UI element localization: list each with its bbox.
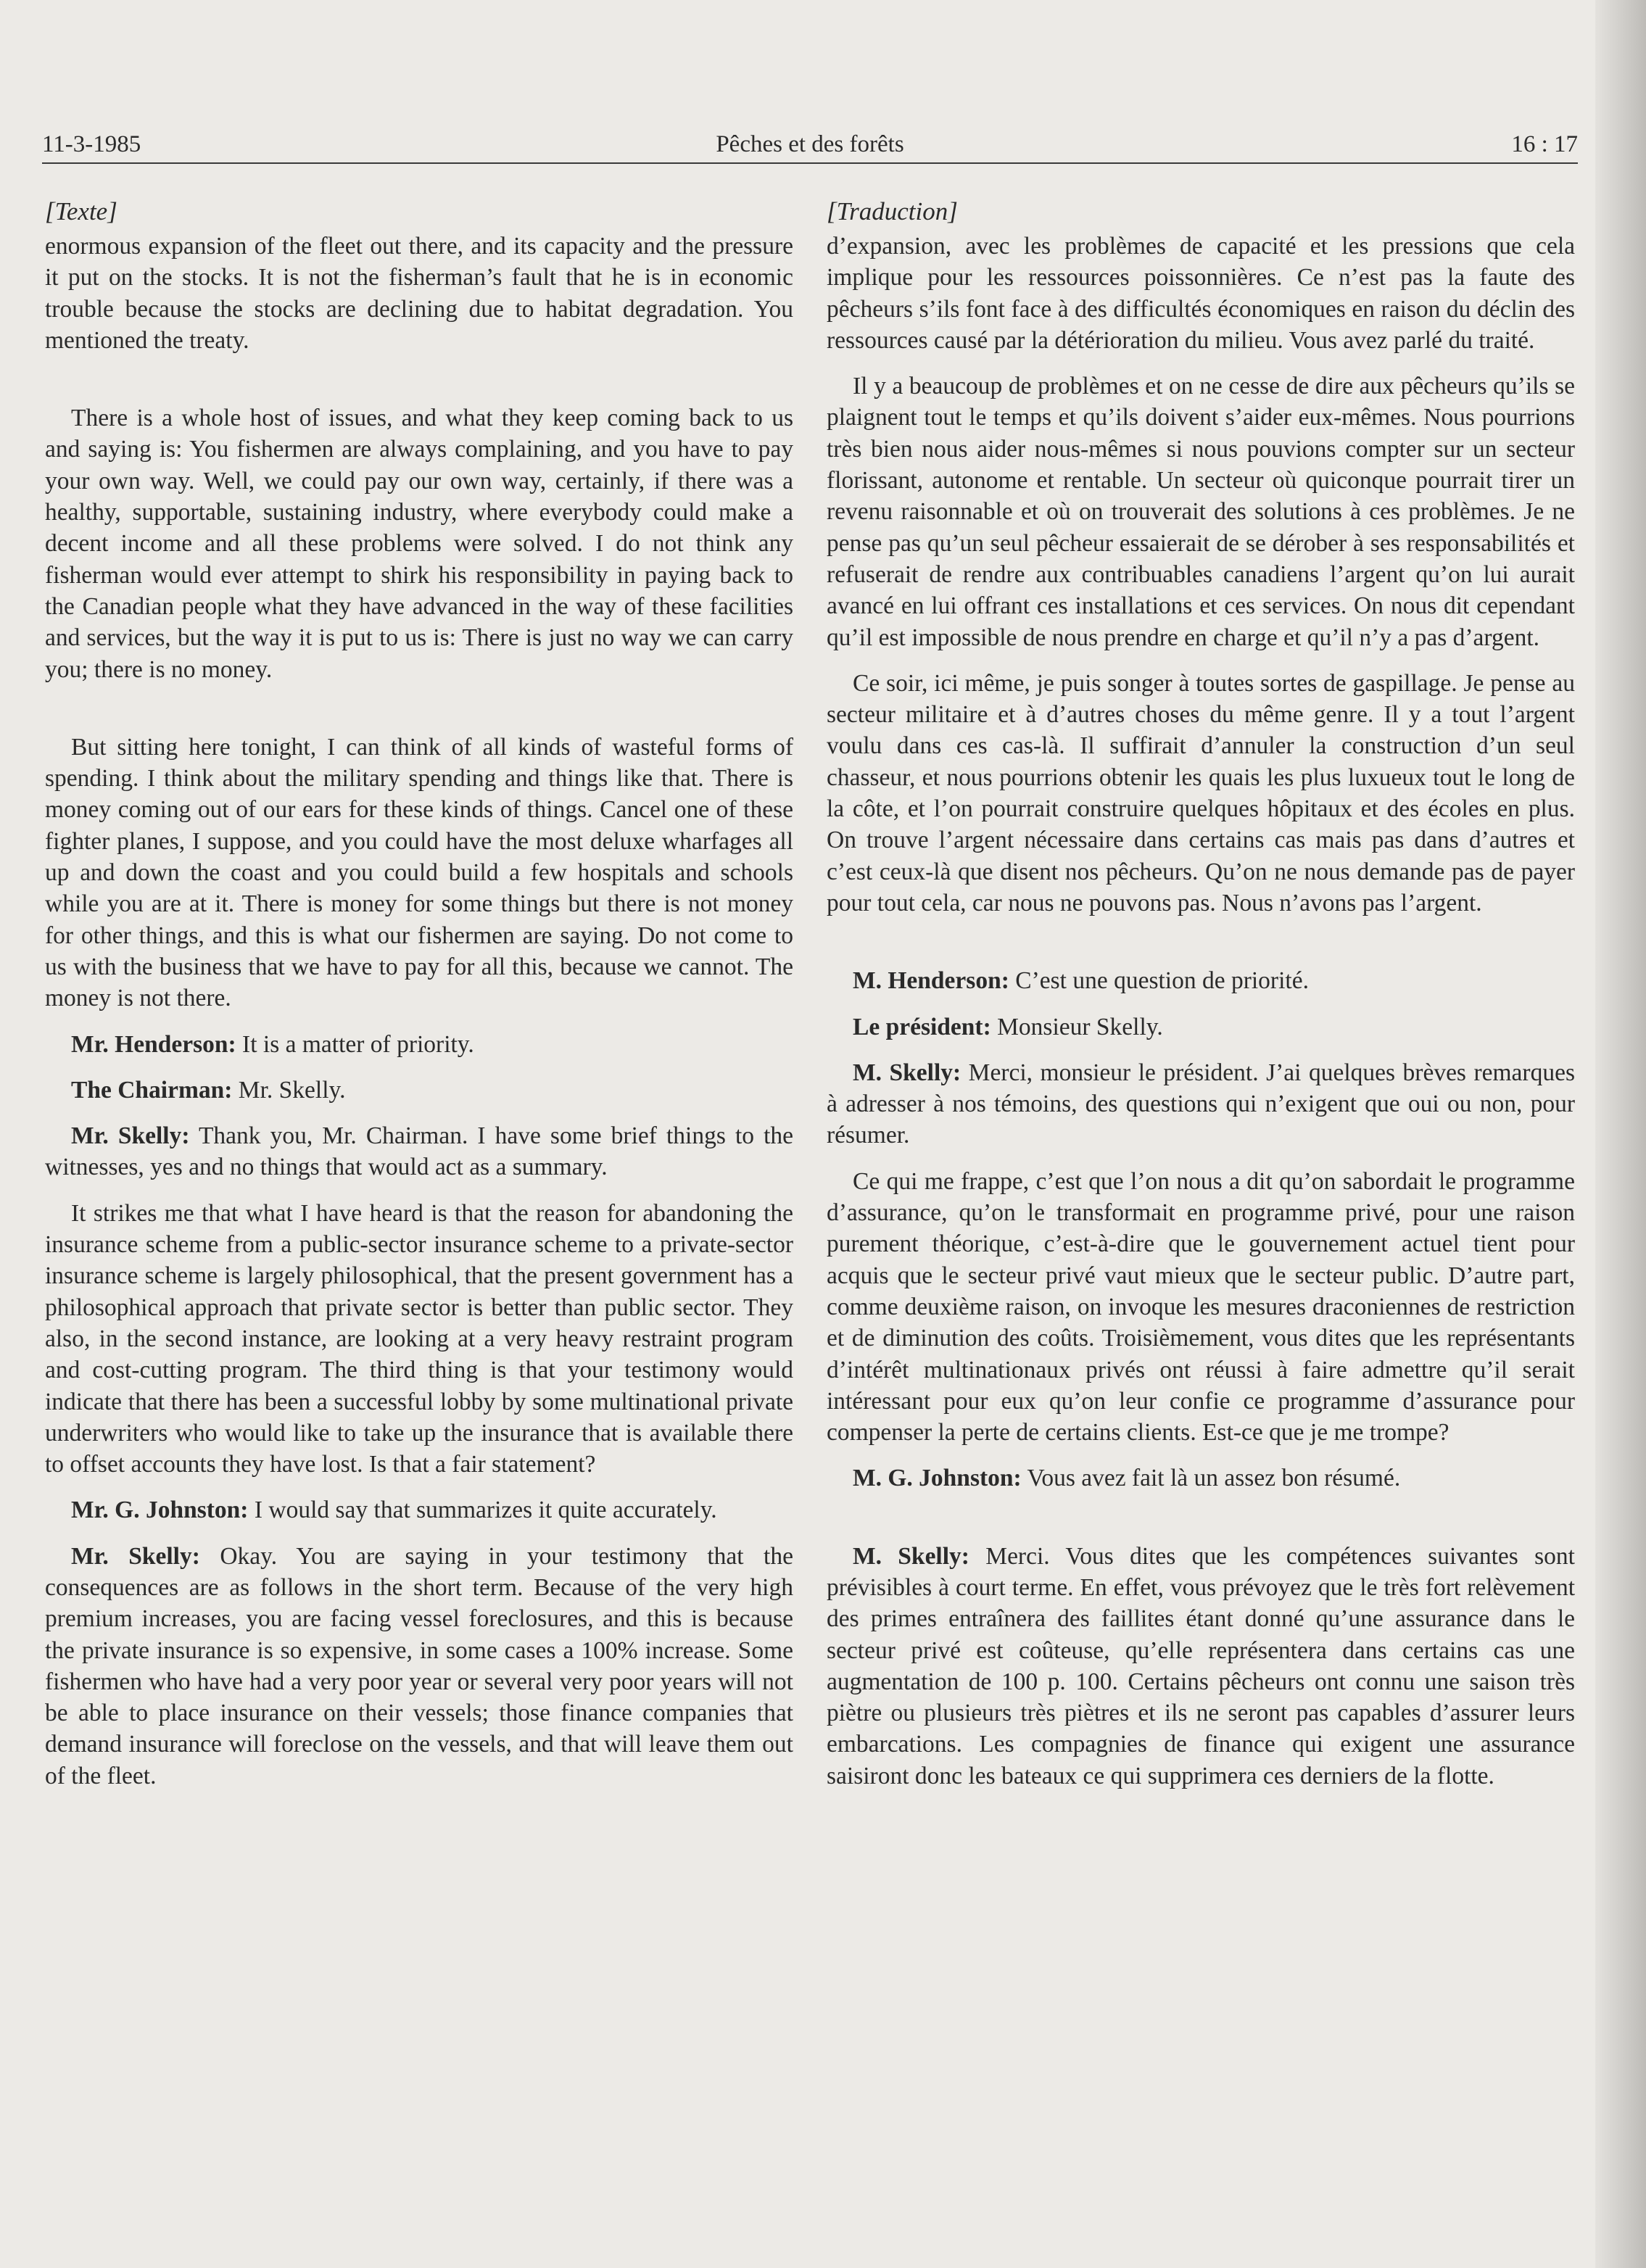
speaker-name: Mr. G. Johnston:: [71, 1497, 249, 1524]
speech-skelly: [827, 1541, 1575, 1792]
paragraph: enormous expansion of the fleet out there, and its capacity and the pressure it put on the stocks. It is not the fisherman’s fault that he is in economic trouble because the stocks are declining due to habitat degradation. You mentioned the treaty.: [45, 233, 793, 354]
speaker-name: The Chairman:: [71, 1076, 233, 1104]
speech-johnston: [827, 1462, 1575, 1494]
speech-skelly: [45, 1120, 793, 1183]
page-header: [42, 126, 1578, 162]
speaker-name: M. G. Johnston:: [853, 1465, 1022, 1492]
paragraph: It strikes me that what I have heard is that the reason for abandoning the insurance scheme from a public-sector insurance scheme to a private-sector insurance scheme is largely philosophical, that the present government has a philosophical approach that private sector is better than public sector. They also, in the second instance, are looking at a very heavy restraint program and cost-cutting program. The third thing is that your testimony would indicate that there has been a successful lobby by some multinational private underwriters who would like to take up the insurance that is available there to offset accounts they have lost. Is that a fair statement?: [45, 1199, 793, 1478]
speaker-name: M. Skelly:: [853, 1059, 961, 1086]
speech-skelly: [827, 1057, 1575, 1151]
paragraph: Ce soir, ici même, je puis songer à toutes sortes de gaspillage. Je pense au secteur militaire et à d’autres choses du même genre. Il y a tout l’argent voulu dans ces cas-là. Il suffirait d’annuler la construction d’un seul chasseur, et nous pourrions obtenir les quais les plus luxueux tout le long de la côte, et l’on pourrait construire quelques hôpitaux et des écoles en plus. On trouve l’argent nécessaire dans certains cas mais pas dans d’autres et c’est ceux-là que disent nos pêcheurs. Qu’on ne nous demande pas de payer pour tout cela, car nous ne pouvons pas. Nous n’avons pas l’argent.: [827, 669, 1575, 916]
paragraph: But sitting here tonight, I can think of all kinds of wasteful forms of spending. I think about the military spending and things like that. There is money coming out of our ears for these kinds of things. Cancel one of these fighter planes, I suppose, and you could have the most deluxe wharfages all up and down the coast and you could build a few hospitals and schools while you are at it. There is money for some things but there is not money for other things, and this is what our fishermen are saying. Do not come to us with the business that we have to pay for all this, because we cannot. The money is not there.: [45, 733, 793, 1012]
paragraph: d’expansion, avec les problèmes de capacité et les pressions que cela implique pour les ressources poissonnières. Ce n’est pas la faute des pêcheurs s’ils font face à des difficultés économiques en raison du déclin des ressources causé par la détérioration du milieu. Vous avez parlé du traité.: [827, 233, 1575, 354]
speech-president: [827, 1011, 1575, 1043]
speech-text: Mr. Skelly.: [232, 1076, 346, 1104]
speech-johnston: [45, 1494, 793, 1526]
speech-text: Merci, monsieur le président. J’ai quelques brèves remarques à adresser à nos témoins, des questions qui n’exigent que oui ou non, pour résumer.: [827, 1059, 1575, 1149]
header-title: Pêches et des forêts: [716, 131, 904, 157]
header-date: 11-3-1985: [42, 131, 141, 157]
header-rule: [42, 162, 1578, 164]
speech-text: Vous avez fait là un assez bon résumé.: [1021, 1465, 1401, 1492]
english-column: [45, 196, 793, 1806]
speech-text: C’est une question de priorité.: [1009, 967, 1309, 995]
speech-henderson: [827, 965, 1575, 996]
paragraph: Ce qui me frappe, c’est que l’on nous a dit qu’on sabordait le programme d’assurance, qu’on le transformait en programme privé, pour une raison purement théorique, c’est-à-dire que le gouvernement actuel tient pour acquis que le secteur privé vaut mieux que le secteur public. D’autre part, comme deuxième raison, on invoque les mesures draconiennes de restriction et de diminution des coûts. Troisièmement, vous dites que les représentants d’intérêt multinationaux privés ont réussi à faire admettre qu’il serait intéressant pour eux qu’on leur confie ce programme d’assurance pour compenser la perte de certains clients. Est-ce que je me trompe?: [827, 1167, 1575, 1447]
speech-text: Merci. Vous dites que les compétences suivantes sont prévisibles à court terme. En effet, vous prévoyez que le très fort relèvement des primes entraînera des faillites étant donné qu’une assurance dans le secteur privé est coûteuse, qu’elle représentera dans certains cas une augmentation de 100 p. 100. Certains pêcheurs ont connu une saison très piètre ou plusieurs très piètres et ils ne seront pas capables d’assurer leurs embarcations. Les compagnies de finance qui exigent une assurance saisiront donc les bateaux ce qui supprimera ces derniers de la flotte.: [827, 1542, 1575, 1789]
speaker-name: Mr. Skelly:: [71, 1542, 200, 1570]
speech-chairman: [45, 1075, 793, 1106]
page-binding-edge: [1595, 0, 1646, 2268]
speech-text: Thank you, Mr. Chairman. I have some brief things to the witnesses, yes and no things that would act as a summary.: [45, 1122, 793, 1181]
paragraph: Il y a beaucoup de problèmes et on ne cesse de dire aux pêcheurs qu’ils se plaignent tout le temps et qu’ils doivent s’aider eux-mêmes. Nous pourrions très bien nous aider nous-mêmes si nous pouvions compter sur un secteur florissant, autonome et rentable. Un secteur où quiconque pourrait tirer un revenu raisonnable et où on trouverait des solutions à ces problèmes. Je ne pense pas qu’un seul pêcheur essaierait de se dérober à ses responsabilités et refuserait de rendre aux contribuables canadiens l’argent qu’on lui aurait avancé en lui offrant ces installations et ces services. On nous dit cependant qu’il est impossible de nous prendre en charge et qu’il n’y a pas d’argent.: [827, 373, 1575, 651]
speech-text: It is a matter of priority.: [236, 1030, 474, 1058]
french-column: [827, 196, 1575, 1806]
speaker-name: M. Skelly:: [853, 1542, 969, 1570]
paragraph: There is a whole host of issues, and what they keep coming back to us and saying is: You fishermen are always complaining, and you have to pay your own way. Well, we could pay our own way, certainly, if there was a healthy, supportable, sustaining industry, where everybody could make a decent income and all these problems were solved. I do not think any fisherman would ever attempt to shirk his responsibility in paying back to the Canadian people what they have advanced in the way of these facilities and services, but the way it is put to us is: There is just no way we can carry you; there is no money.: [45, 405, 793, 683]
speech-skelly: [45, 1541, 793, 1792]
header-page-number: 16 : 17: [1511, 131, 1578, 157]
speaker-name: M. Henderson:: [853, 967, 1009, 995]
column-label-traduction: [Traduction]: [827, 197, 958, 225]
speech-text: Okay. You are saying in your testimony that the consequences are as follows in the short term. Because of the very high premium increases, you are facing vessel foreclosures, and this is because the private insurance is so expensive, in some cases a 100% increase. Some fishermen who have had a very poor year or several very poor years will not be able to place insurance on their vessels; those finance companies that demand insurance will foreclose on the vessels, and that will leave them out of the fleet.: [45, 1542, 793, 1789]
speaker-name: Mr. Skelly:: [71, 1122, 190, 1150]
column-label-text: [Texte]: [45, 197, 117, 225]
speaker-name: Le président:: [853, 1013, 991, 1040]
speaker-name: Mr. Henderson:: [71, 1030, 236, 1058]
speech-henderson: [45, 1029, 793, 1060]
speech-text: Monsieur Skelly.: [991, 1013, 1163, 1040]
speech-text: I would say that summarizes it quite accurately.: [248, 1497, 717, 1524]
